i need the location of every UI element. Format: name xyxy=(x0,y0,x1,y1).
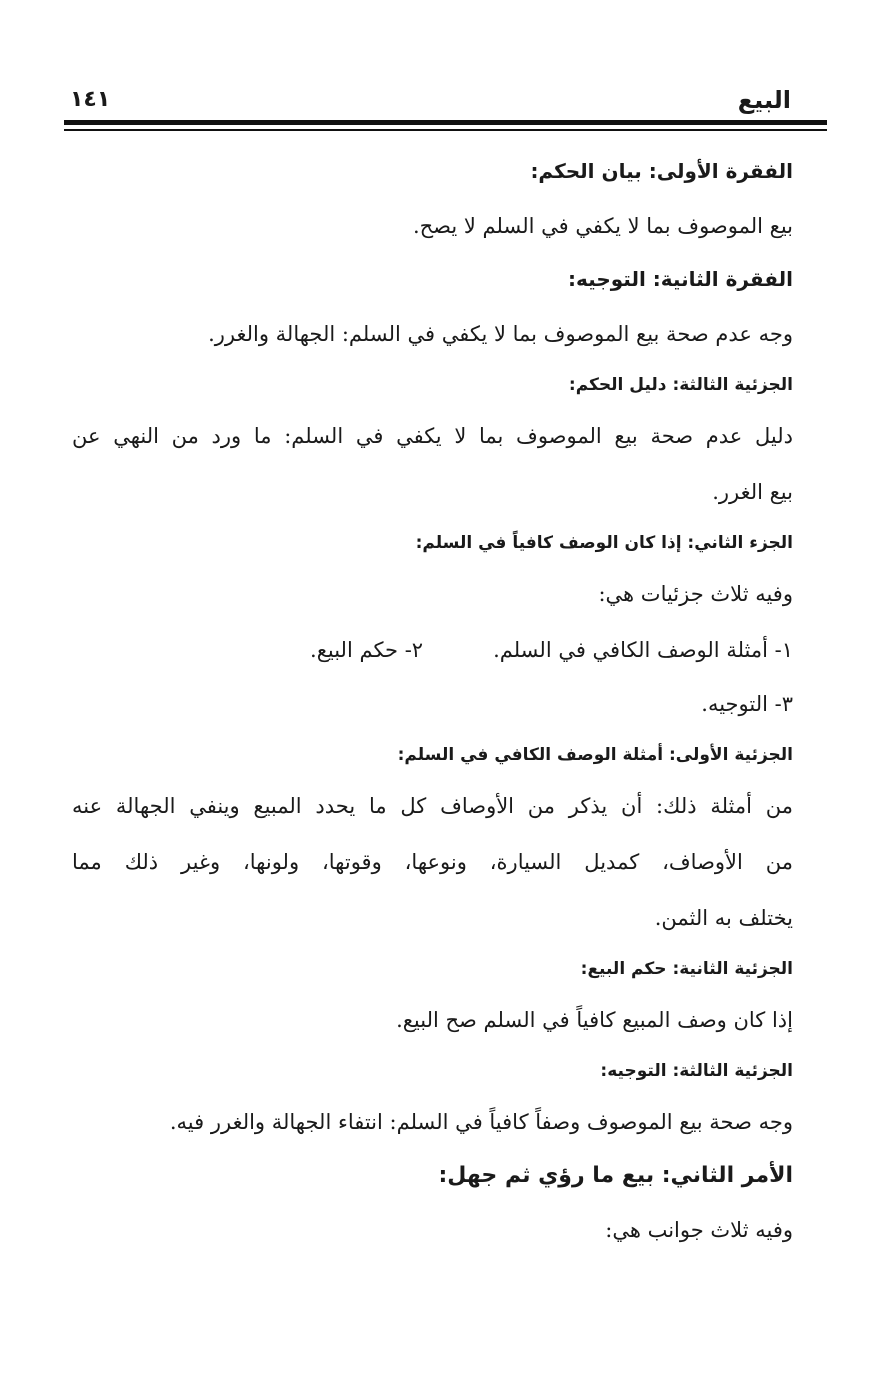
paragraph-line: من أمثلة ذلك: أن يذكر من الأوصاف كل ما يحدد المبيع وينفي الجهالة عنه xyxy=(72,794,793,818)
paragraph-line: بيع الموصوف بما لا يكفي في السلم لا يصح. xyxy=(412,214,793,238)
list-row xyxy=(72,628,793,672)
paragraph-line: وفيه ثلاث جزئيات هي: xyxy=(598,582,793,606)
subsection-heading: الجزئية الثالثة: دليل الحكم: xyxy=(568,375,793,395)
subsection-heading: الجزئية الثانية: حكم البيع: xyxy=(580,959,793,979)
header-rule-thin xyxy=(64,129,827,131)
subsection-heading: الجزئية الثالثة: التوجيه: xyxy=(600,1061,793,1081)
paragraph-line: بيع الغرر. xyxy=(712,480,793,504)
list-item: ٢- حكم البيع. xyxy=(310,638,424,662)
section-heading: الفقرة الثانية: التوجيه: xyxy=(568,267,793,291)
paragraph-line: وفيه ثلاث جوانب هي: xyxy=(605,1218,793,1242)
list-item: ١- أمثلة الوصف الكافي في السلم. xyxy=(493,638,793,662)
paragraph-line: إذا كان وصف المبيع كافياً في السلم صح البيع. xyxy=(396,1008,793,1032)
paragraph-line: وجه صحة بيع الموصوف وصفاً كافياً في السلم: انتفاء الجهالة والغرر فيه. xyxy=(169,1110,793,1134)
section-heading: الفقرة الأولى: بيان الحكم: xyxy=(530,159,793,183)
list-item: ٣- التوجيه. xyxy=(701,692,793,716)
subsection-heading: الجزء الثاني: إذا كان الوصف كافياً في السلم: xyxy=(415,533,793,553)
running-title: البيع xyxy=(737,86,791,114)
page-body xyxy=(72,152,793,1264)
page-header xyxy=(64,82,815,122)
paragraph-line: يختلف به الثمن. xyxy=(654,906,793,930)
page-number: ١٤١ xyxy=(70,87,111,112)
header-rule-thick xyxy=(64,120,827,125)
paragraph-line: وجه عدم صحة بيع الموصوف بما لا يكفي في السلم: الجهالة والغرر. xyxy=(208,322,793,346)
subsection-heading: الجزئية الأولى: أمثلة الوصف الكافي في السلم: xyxy=(397,745,793,765)
paragraph-line: دليل عدم صحة بيع الموصوف بما لا يكفي في السلم: ما ورد من النهي عن xyxy=(72,424,793,448)
chapter-heading: الأمر الثاني: بيع ما رؤي ثم جهل: xyxy=(438,1163,793,1188)
paragraph-line: من الأوصاف، كمديل السيارة، ونوعها، وقوتها، ولونها، وغير ذلك مما xyxy=(72,850,793,874)
